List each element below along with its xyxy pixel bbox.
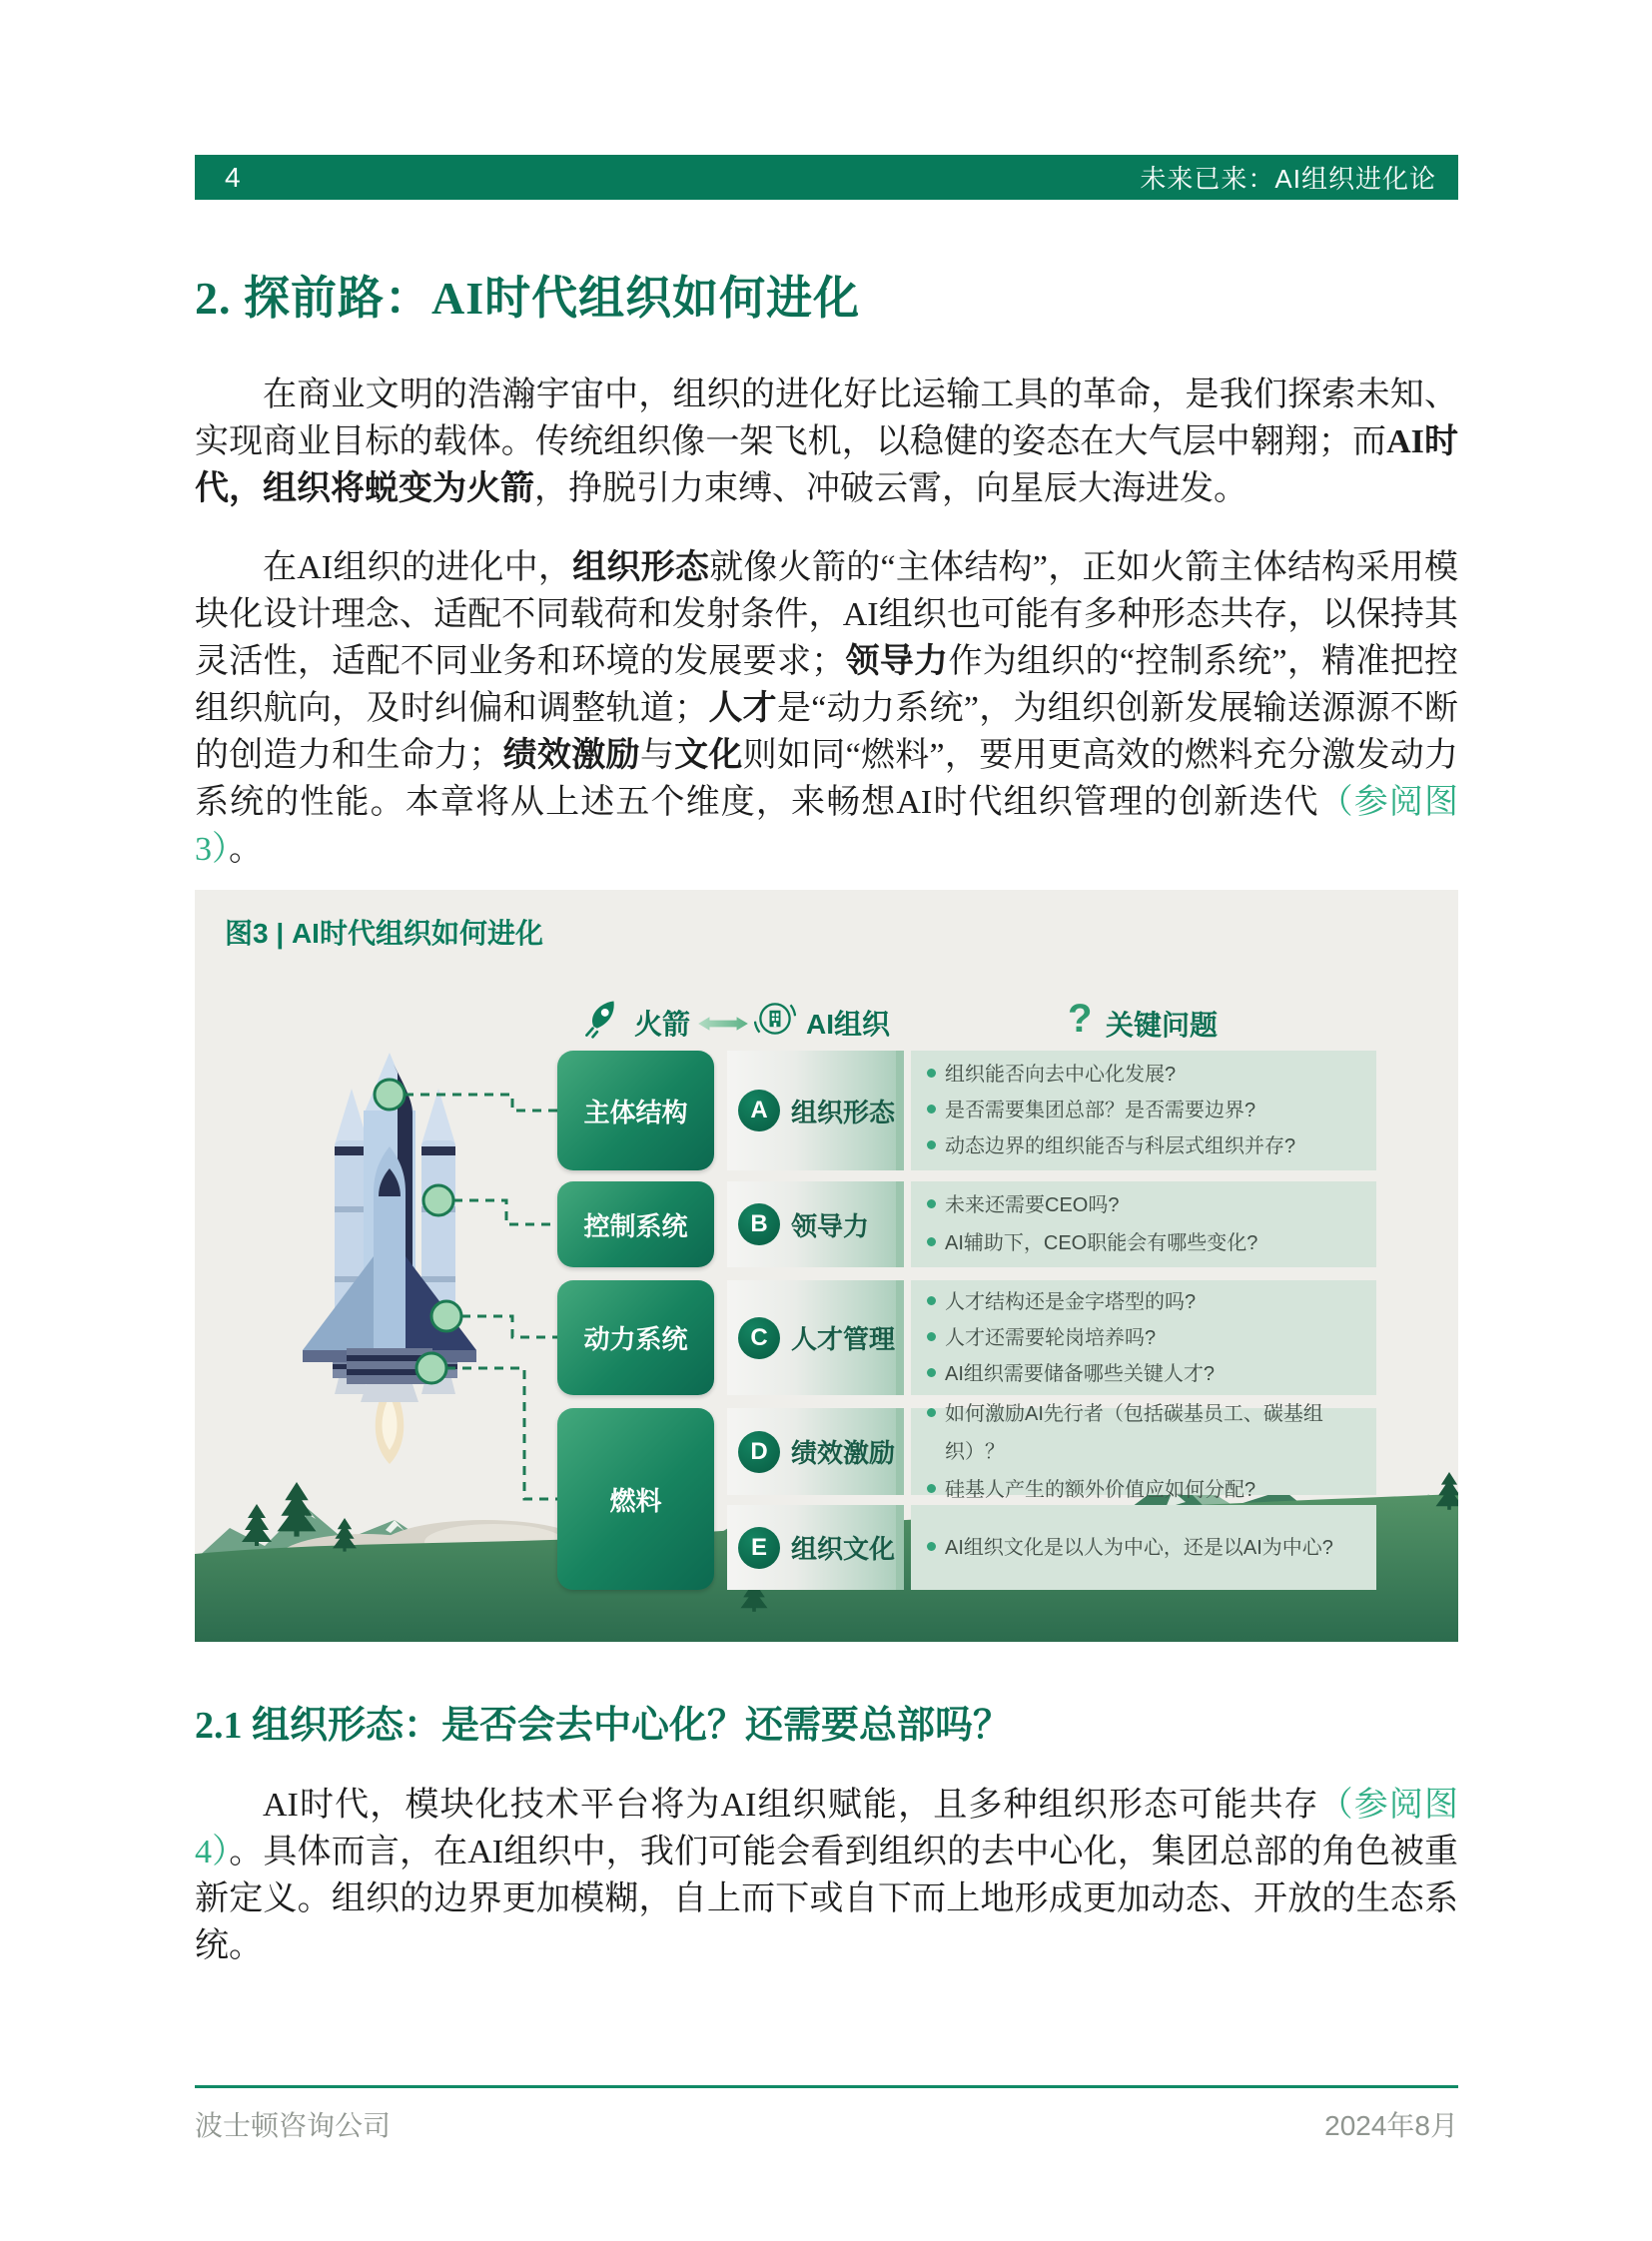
letter-badge: C <box>738 1317 780 1359</box>
legend-key-questions-label: 关键问题 <box>1106 1009 1219 1041</box>
bullet-icon <box>927 1296 936 1305</box>
page-header-bar <box>195 155 1458 200</box>
dimension-label: 领导力 <box>791 1210 870 1241</box>
legend-rocket-label: 火箭 <box>634 1008 691 1040</box>
letter-badge: D <box>738 1431 780 1473</box>
question-text: 如何激励AI先行者（包括碳基员工、碳基组织）？ <box>945 1402 1323 1463</box>
text-run: ，挣脱引力束缚、冲破云霄，向星辰大海进发。 <box>534 470 1247 508</box>
figure-legend <box>195 998 1458 1050</box>
letter-badge: A <box>738 1090 780 1131</box>
section-heading: 2. 探前路：AI时代组织如何进化 <box>195 273 861 324</box>
question-item <box>927 1186 1362 1224</box>
question-box <box>911 1280 1376 1395</box>
question-box <box>911 1181 1376 1267</box>
bullet-icon <box>927 1199 936 1208</box>
figure-title: 图3 | AI时代组织如何进化 <box>225 918 543 950</box>
question-box <box>911 1505 1376 1590</box>
dimension-label: 人才管理 <box>791 1324 896 1355</box>
question-text: 动态边界的组织能否与科层式组织并存? <box>945 1135 1296 1158</box>
document-title: 未来已来：AI组织进化论 <box>1140 164 1436 194</box>
question-text: AI辅助下，CEO职能会有哪些变化? <box>945 1232 1258 1255</box>
legend-ai-org <box>754 998 890 1047</box>
question-text: 是否需要集团总部？是否需要边界? <box>945 1100 1256 1122</box>
text-run: 。 <box>229 831 263 869</box>
paragraph-1 <box>195 372 1458 512</box>
text-run: 作为组织的“控制系统”，精准把控组织航向，及时纠偏和调整轨道； <box>195 643 1459 728</box>
rocket-illustration <box>195 1051 557 1590</box>
question-box <box>911 1051 1376 1170</box>
dimension-box <box>727 1280 904 1395</box>
question-item <box>927 1395 1362 1471</box>
bullet-icon <box>927 1368 936 1377</box>
text-run: AI时代，模块化技术平台将为AI组织赋能，且多种组织形态可能共存 <box>263 1786 1319 1824</box>
letter-badge: B <box>738 1203 780 1245</box>
question-text: AI组织需要储备哪些关键人才? <box>945 1362 1216 1385</box>
question-text: 硅基人产生的额外价值应如何分配? <box>945 1478 1256 1501</box>
question-text: 组织能否向去中心化发展? <box>945 1064 1177 1087</box>
bullet-icon <box>927 1542 936 1551</box>
exchange-arrow-icon <box>697 1010 749 1038</box>
text-run-bold: 领导力 <box>845 643 949 681</box>
text-run-bold: 人才 <box>708 690 777 728</box>
dimension-box <box>727 1181 904 1267</box>
text-run: 就像火箭的“主体结构”，正如火箭主体结构采用模块化设计理念、适配不同载荷和发射条件，AI组织也可能有多种形态共存，以保持其灵活性，适配不同业务和环境的发展要求； <box>195 549 1458 681</box>
question-text: 人才还需要轮岗培养吗? <box>945 1326 1157 1349</box>
bullet-icon <box>927 1069 936 1078</box>
question-item <box>927 1530 1362 1566</box>
rocket-part-control: 控制系统 <box>557 1181 714 1267</box>
figure-row-c <box>727 1280 1376 1395</box>
organization-icon <box>754 998 796 1047</box>
question-item <box>927 1057 1362 1093</box>
text-run: 则如同“燃料”，要用更高效的燃料充分激发动力系统的性能。本章将从上述五个维度，来畅想AI时代组织管理的创新迭代 <box>195 737 1459 822</box>
footer-company: 波士顿咨询公司 <box>195 2110 392 2141</box>
rocket-part-power: 动力系统 <box>557 1280 714 1395</box>
dimension-label: 绩效激励 <box>791 1438 896 1469</box>
dimension-box <box>727 1051 904 1170</box>
footer-date: 2024年8月 <box>1324 2110 1458 2141</box>
bullet-icon <box>927 1332 936 1341</box>
marker-engine <box>416 1353 446 1383</box>
svg-text:?: ? <box>1068 998 1093 1042</box>
question-mark-icon <box>1066 998 1096 1049</box>
text-run-bold: 组织形态 <box>572 549 710 587</box>
rocket-part-fuel: 燃料 <box>557 1408 714 1590</box>
text-run-bold: 绩效激励 <box>502 737 640 775</box>
figure-3-reference-link[interactable]: （参阅图3） <box>195 784 1459 869</box>
dimension-label: 组织文化 <box>791 1534 896 1565</box>
question-item <box>927 1224 1362 1262</box>
text-run: 是“动力系统”，为组织创新发展输送源源不断的创造力和生命力； <box>195 690 1459 775</box>
subsection-heading: 2.1 组织形态：是否会去中心化？还需要总部吗？ <box>195 1705 1012 1748</box>
marker-booster <box>423 1185 453 1215</box>
question-text: 未来还需要CEO吗? <box>945 1194 1120 1217</box>
marker-nose <box>375 1080 405 1110</box>
bullet-icon <box>927 1105 936 1114</box>
question-item <box>927 1128 1362 1164</box>
text-run: 。具体而言，在AI组织中，我们可能会看到组织的去中心化，集团总部的角色被重新定义。组织的边界更加模糊，自上而下或自下而上地形成更加动态、开放的生态系统。 <box>195 1833 1459 1964</box>
paragraph-3 <box>195 1782 1458 1969</box>
bullet-icon <box>927 1237 936 1246</box>
figure-row-a <box>727 1051 1376 1170</box>
figure-row-b <box>727 1181 1376 1267</box>
bullet-icon <box>927 1484 936 1493</box>
legend-key-questions <box>1066 998 1218 1049</box>
rocket-icon <box>582 998 624 1047</box>
dimension-box <box>727 1408 904 1495</box>
bullet-icon <box>927 1140 936 1149</box>
rocket-part-body: 主体结构 <box>557 1051 714 1170</box>
dimension-box <box>727 1505 904 1590</box>
figure-diagram <box>195 1051 1376 1590</box>
question-item <box>927 1093 1362 1128</box>
question-text: AI组织文化是以人为中心，还是以AI为中心? <box>945 1536 1333 1559</box>
legend-rocket <box>582 998 690 1047</box>
text-run: 在商业文明的浩瀚宇宙中，组织的进化好比运输工具的革命，是我们探索未知、实现商业目标的载体。传统组织像一架飞机，以稳健的姿态在大气层中翱翔；而 <box>195 376 1458 461</box>
figure-row-d <box>727 1402 1376 1501</box>
page-footer <box>195 2085 1458 2144</box>
question-item <box>927 1356 1362 1392</box>
figure-4-reference-link[interactable]: （参阅图4） <box>195 1786 1459 1870</box>
exhibit-figure-3 <box>195 890 1458 1642</box>
text-run: 在AI组织的进化中， <box>263 549 573 587</box>
question-item <box>927 1320 1362 1356</box>
dimension-label: 组织形态 <box>791 1097 896 1127</box>
letter-badge: E <box>738 1527 780 1569</box>
text-run-bold: 文化 <box>674 737 743 775</box>
paragraph-2 <box>195 544 1458 873</box>
question-box <box>911 1402 1376 1501</box>
page-number: 4 <box>225 161 241 193</box>
text-run-bold: AI时代，组织将蜕变为火箭 <box>195 423 1458 508</box>
question-item <box>927 1471 1362 1509</box>
legend-ai-org-label: AI组织 <box>806 1008 891 1040</box>
text-run: 与 <box>639 737 675 775</box>
figure-row-e <box>727 1505 1376 1590</box>
question-text: 人才结构还是金字塔型的吗? <box>945 1290 1197 1313</box>
question-item <box>927 1284 1362 1320</box>
marker-wing <box>431 1301 461 1331</box>
bullet-icon <box>927 1408 936 1417</box>
